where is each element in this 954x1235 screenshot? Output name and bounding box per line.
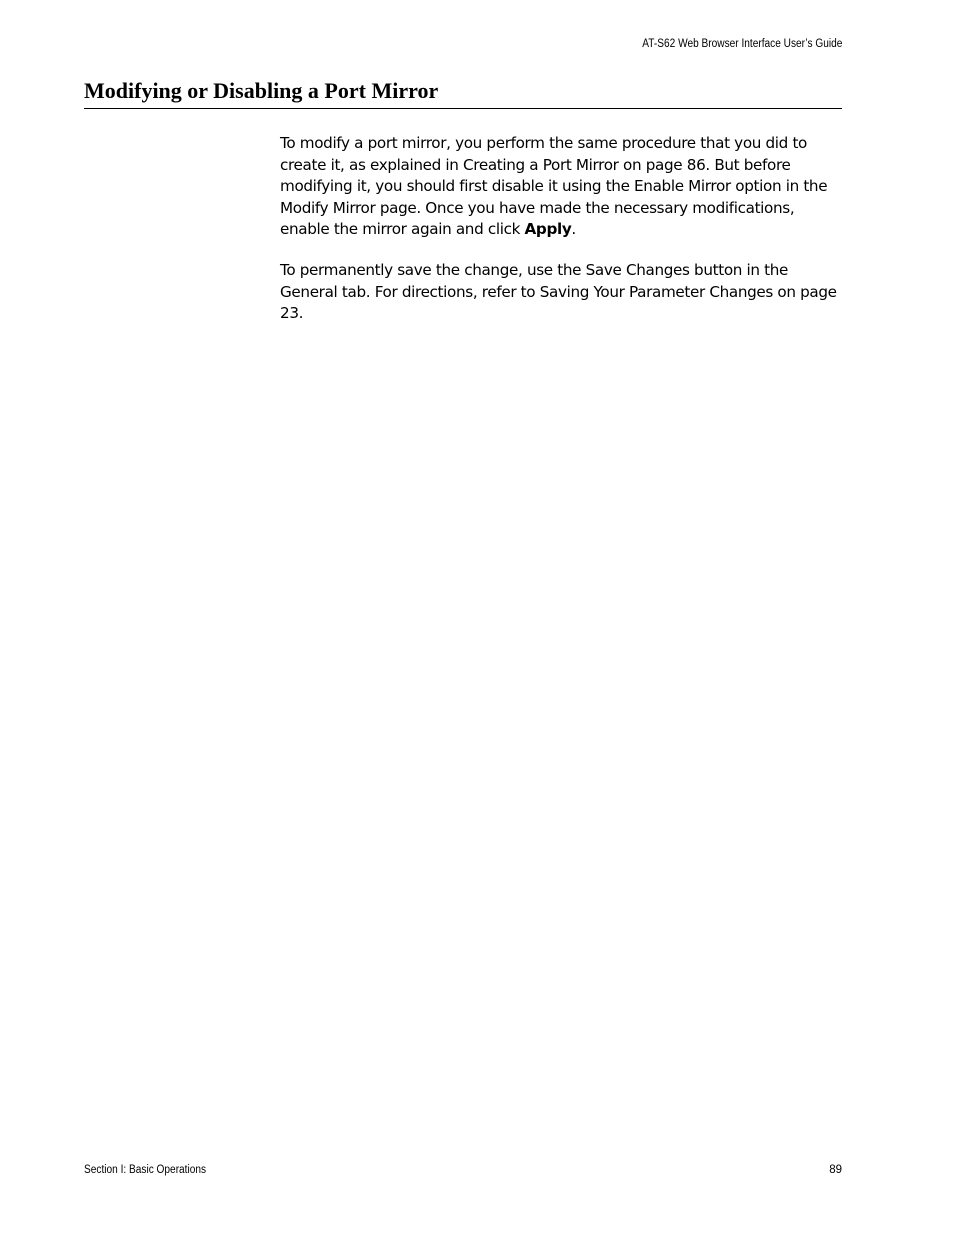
apply-keyword: Apply: [524, 220, 572, 239]
paragraph-modify-mirror: [280, 133, 842, 241]
paragraph-modify-text: To modify a port mirror, you perform the same procedure that you did to create it, as explained in Creating a Port Mirror on page 86. But before modifying it, you should first disable it using the Enable Mirror option in the Modify Mirror page. Once you have made the necessary modifications, enable the mirror again and click: [280, 134, 828, 239]
section-title: Modifying or Disabling a Port Mirror: [84, 78, 842, 109]
body-text: [280, 133, 842, 344]
paragraph-modify-end: .: [571, 220, 576, 239]
footer-section-label: Section I: Basic Operations: [84, 1164, 207, 1176]
footer-page-number: 89: [829, 1164, 842, 1176]
running-header: AT-S62 Web Browser Interface User’s Guide: [641, 38, 842, 50]
paragraph-save-changes: To permanently save the change, use the Save Changes button in the General tab. For directions, refer to Saving Your Parameter Changes on page 23.: [280, 260, 837, 323]
